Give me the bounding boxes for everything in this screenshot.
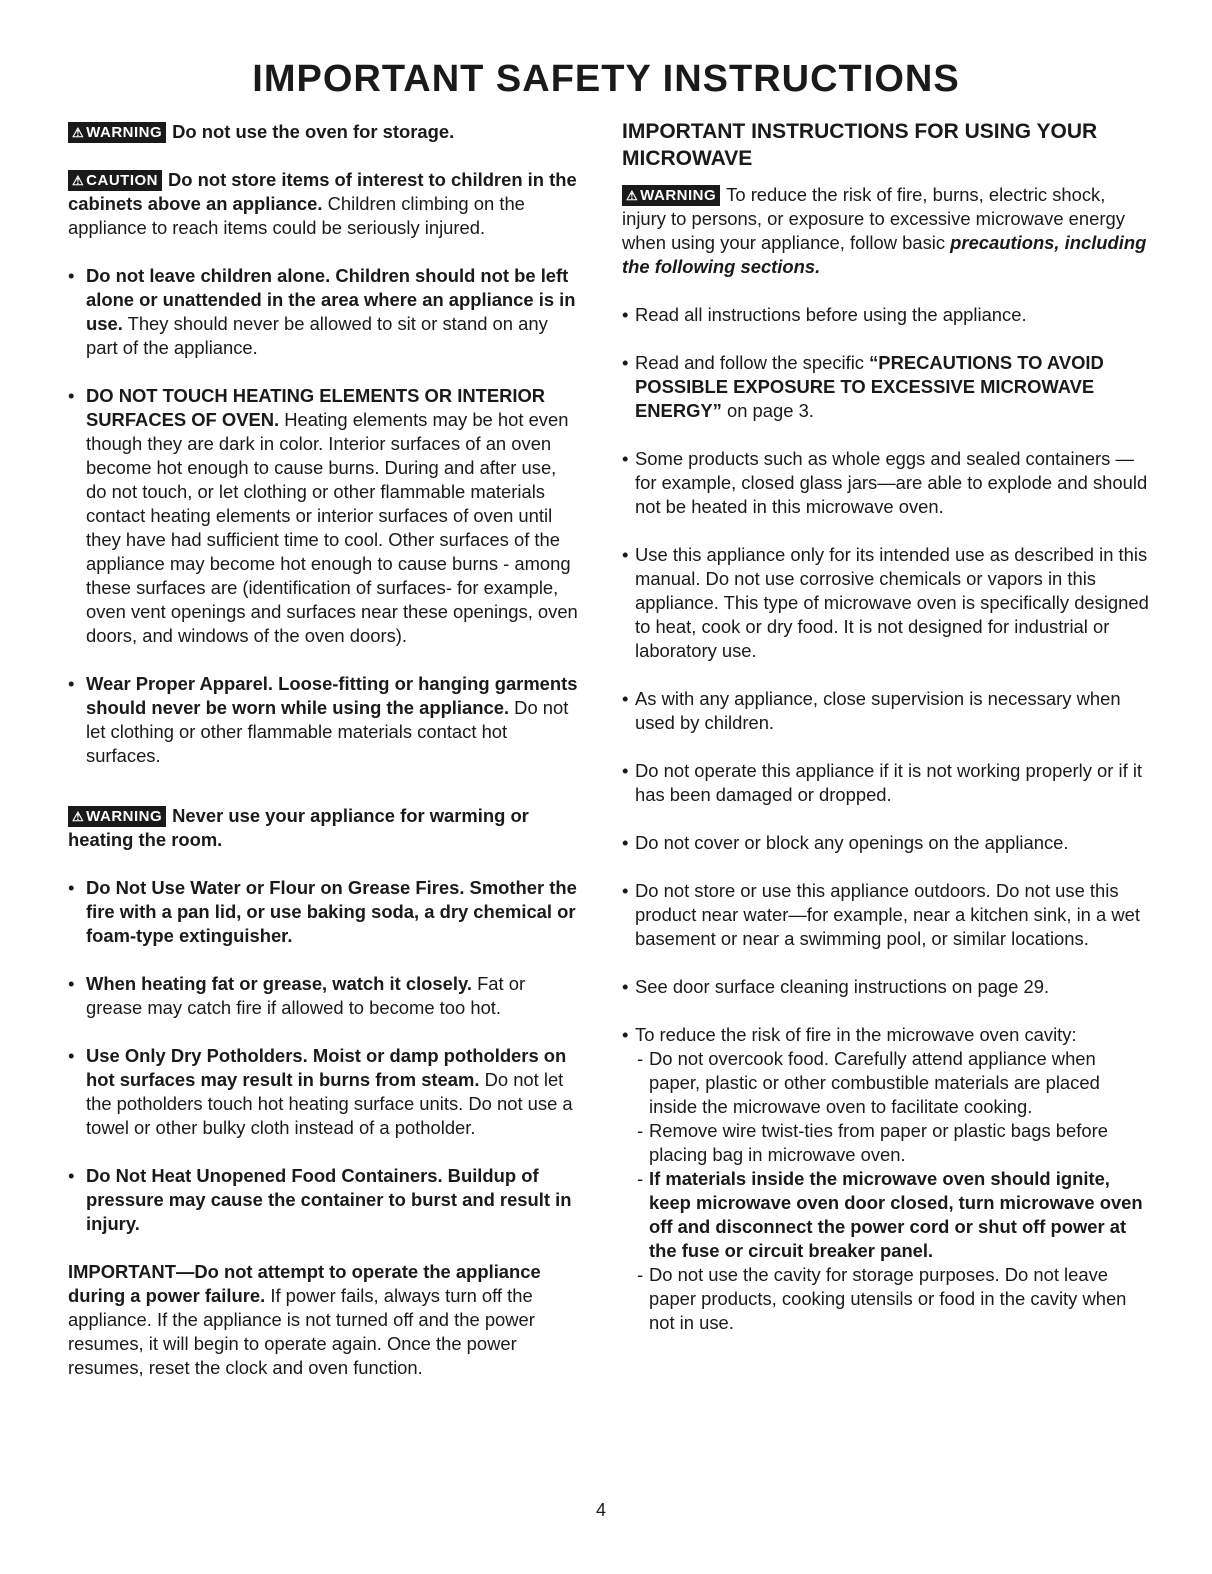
- important-power-failure: IMPORTANT—Do not attempt to operate the appliance during a power failure. If power fails, always turn off the appliance. If the appliance is not turned off and the power resumes, it will begin to operate again. Once the power resumes, reset the clock and oven function.: [68, 1261, 541, 1378]
- bullet-icon: •: [622, 448, 629, 469]
- right-column: [622, 118, 1150, 1335]
- bullet-icon: •: [622, 760, 629, 781]
- bullet-icon: •: [622, 832, 629, 853]
- warning-heating-text: Never use your appliance for warming or heating the room.: [68, 805, 529, 850]
- list-item: • Read and follow the specific “PRECAUTIONS TO AVOID POSSIBLE EXPOSURE TO EXCESSIVE MICROWAVE ENERGY” on page 3.: [622, 352, 1104, 421]
- warning-triangle-icon: ⚠: [626, 188, 639, 203]
- list-item: • Do not operate this appliance if it is not working properly or if it has been damaged or dropped.: [622, 760, 1143, 805]
- bullet-icon: •: [68, 877, 75, 898]
- list-item: • Read all instructions before using the appliance.: [622, 304, 1027, 325]
- bullet-icon: •: [68, 385, 75, 406]
- list-item: • Do not store or use this appliance outdoors. Do not use this product near water—for example, near a kitchen sink, in a wet basement or near a swimming pool, or similar locations.: [622, 880, 1140, 949]
- bullet-icon: •: [68, 265, 75, 286]
- microwave-warning: ⚠ WARNING To reduce the risk of fire, burns, electric shock, injury to persons, or exposure to excessive microwave energy when using your appliance, follow basic precautions, including the following sections.: [622, 184, 1147, 277]
- bullet-icon: •: [622, 352, 629, 373]
- caution-badge: ⚠ CAUTION: [68, 170, 162, 191]
- list-item: • When heating fat or grease, watch it closely. Fat or grease may catch fire if allowed to become too hot.: [68, 973, 526, 1018]
- warning-badge: ⚠ WARNING: [622, 185, 720, 206]
- caution-cabinets: [68, 168, 578, 240]
- bullet-icon: •: [68, 1165, 75, 1186]
- list-item: • Do Not Use Water or Flour on Grease Fires. Smother the fire with a pan lid, or use baking soda, a dry chemical or foam-type extinguisher.: [68, 877, 577, 946]
- list-item: • Do Not Heat Unopened Food Containers. Buildup of pressure may cause the container to burst and result in injury.: [68, 1165, 572, 1234]
- bullet-icon: •: [622, 976, 629, 997]
- warning-storage-text: Do not use the oven for storage.: [172, 121, 455, 142]
- bullet-icon: •: [622, 688, 629, 709]
- warning-badge: ⚠ WARNING: [68, 806, 166, 827]
- sub-item: - If materials inside the microwave oven should ignite, keep microwave oven door closed, turn microwave oven off and disconnect the power cord or shut off power at the fuse or circuit breaker panel.: [637, 1168, 1143, 1261]
- bullet-icon: •: [622, 880, 629, 901]
- warning-badge: ⚠ WARNING: [68, 122, 166, 143]
- warning-triangle-icon: ⚠: [72, 125, 85, 140]
- warning-triangle-icon: ⚠: [72, 809, 85, 824]
- bullet-icon: •: [68, 673, 75, 694]
- warning-heating: [68, 804, 578, 852]
- list-item: • Do not leave children alone. Children should not be left alone or unattended in the area where an appliance is in use. They should never be allowed to sit or stand on any part of the appliance.: [68, 265, 576, 358]
- list-item: • As with any appliance, close supervision is necessary when used by children.: [622, 688, 1121, 733]
- page-number: 4: [596, 1500, 607, 1520]
- list-item: • Some products such as whole eggs and sealed containers —for example, closed glass jars—are able to explode and should not be heated in this microwave oven.: [622, 448, 1148, 517]
- list-item: • DO NOT TOUCH HEATING ELEMENTS OR INTERIOR SURFACES OF OVEN. Heating elements may be hot even though they are dark in color. Interior surfaces of an oven become hot enough to cause burns. During and after use, do not touch, or let clothing or other flammable materials contact heating elements or interior surfaces of oven until they have had sufficient time to cool. Other surfaces of the appliance may become hot enough to cause burns - among these surfaces are (identification of surfaces- for example, oven vent openings and surfaces near these openings, oven doors, and windows of the oven doors).: [68, 385, 578, 646]
- bullet-icon: •: [622, 544, 629, 565]
- caution-text: Children climbing on the appliance to reach items could be seriously injured.: [68, 193, 525, 238]
- bullet-icon: •: [622, 1024, 629, 1045]
- caution-triangle-icon: ⚠: [72, 173, 85, 188]
- list-item: • Use Only Dry Potholders. Moist or damp potholders on hot surfaces may result in burns from steam. Do not let the potholders touch hot heating surface units. Do not use a towel or other bulky cloth instead of a potholder.: [68, 1045, 573, 1138]
- left-column: [68, 120, 578, 1380]
- sub-item: - Do not overcook food. Carefully attend appliance when paper, plastic or other combustible materials are placed inside the microwave oven to facilitate cooking.: [637, 1048, 1100, 1117]
- list-item: • Wear Proper Apparel. Loose-fitting or hanging garments should never be worn while using the appliance. Do not let clothing or other flammable materials contact hot surfaces.: [68, 673, 578, 766]
- bullet-icon: •: [68, 1045, 75, 1066]
- sub-item: - Do not use the cavity for storage purposes. Do not leave paper products, cooking utensils or food in the cavity when not in use.: [637, 1264, 1127, 1333]
- sub-item: - Remove wire twist-ties from paper or plastic bags before placing bag in microwave oven.: [637, 1120, 1108, 1165]
- bullet-icon: •: [68, 973, 75, 994]
- list-item: • Do not cover or block any openings on the appliance.: [622, 832, 1069, 853]
- page-title: IMPORTANT SAFETY INSTRUCTIONS: [252, 58, 960, 100]
- list-item: • See door surface cleaning instructions on page 29.: [622, 976, 1050, 997]
- warning-storage: [68, 120, 578, 144]
- list-item: • Use this appliance only for its intended use as described in this manual. Do not use corrosive chemicals or vapors in this appliance. This type of microwave oven is specifically designed to heat, cook or dry food. It is not designed for industrial or laboratory use.: [622, 544, 1149, 661]
- section-title: IMPORTANT INSTRUCTIONS FOR USING YOUR MICROWAVE: [622, 120, 1098, 170]
- bullet-icon: •: [622, 304, 629, 325]
- caution-bold: Do not store items of interest to children in the cabinets above an appliance.: [68, 169, 577, 214]
- list-item: • To reduce the risk of fire in the microwave oven cavity: - Do not overcook food. Carefully attend appliance when paper, plastic or other combustible materials are placed inside the microwave oven to facilitate cooking. - Remove wire twist-ties from paper or plastic bags before placing bag in microwave oven. - If materials inside the microwave oven should ignite, keep microwave oven door closed, turn microwave oven off and disconnect the power cord or shut off power at the fuse or circuit breaker panel. - Do not use the cavity for storage purposes. Do not leave paper products, cooking utensils or food in the cavity when not in use.: [622, 1023, 1150, 1335]
